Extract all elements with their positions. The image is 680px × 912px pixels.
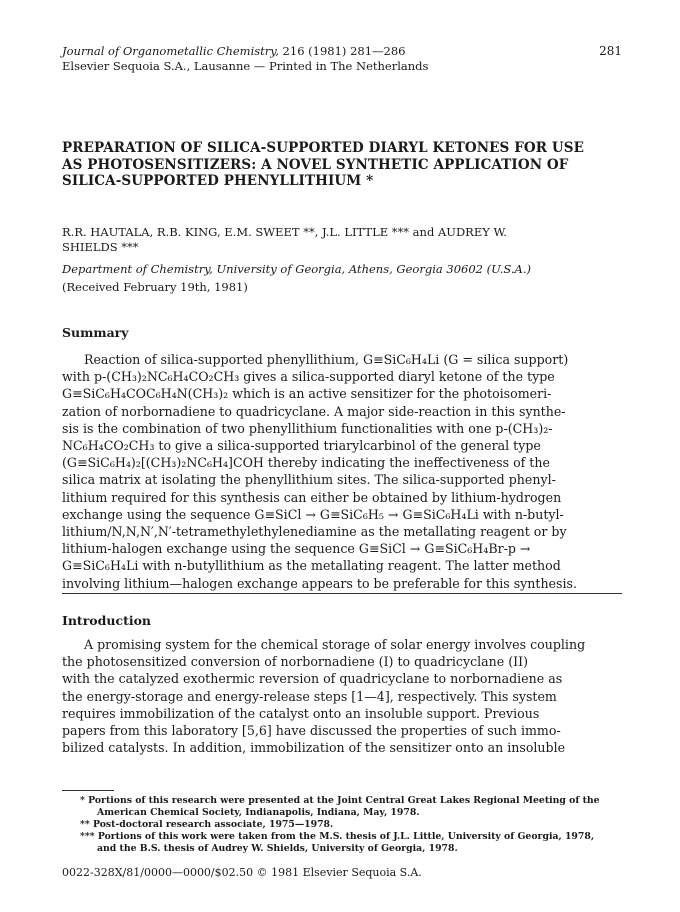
intro-line: A promising system for the chemical storage of solar energy involves coupling — [84, 637, 586, 652]
page-number: 281 — [599, 44, 622, 58]
footnote: *** Portions of this work were taken from the M.S. thesis of J.L. Little, University of Georgia, 1978, — [80, 831, 595, 842]
summary-line: lithium required for this synthesis can either be obtained by lithium-hydrogen — [62, 489, 562, 505]
footnote-continuation: and the B.S. thesis of Audrey W. Shields, University of Georgia, 1978. — [97, 843, 458, 854]
summary-line: Reaction of silica-supported phenyllithium, G≡SiC₆H₄Li (G = silica support) — [84, 352, 569, 367]
authors-line: R.R. HAUTALA, R.B. KING, E.M. SWEET **, J.L. LITTLE *** and AUDREY W. — [62, 225, 507, 239]
summary-paragraph — [62, 351, 622, 592]
intro-line: requires immobilization of the catalyst onto an insoluble support. Previous — [62, 705, 540, 721]
summary-line: lithium/N,N,N′,N′-tetramethylethylenediamine as the metallating reagent or by — [62, 524, 567, 540]
footnote: * Portions of this research were presented at the Joint Central Great Lakes Regional Meeting of the — [80, 795, 600, 806]
summary-line: zation of norbornadiene to quadricyclane. A major side-reaction in this synthe- — [62, 403, 566, 419]
authors-line: SHIELDS *** — [62, 240, 139, 254]
journal-header — [62, 44, 622, 74]
intro-line: the photosensitized conversion of norbornadiene (I) to quadricyclane (II) — [62, 654, 528, 670]
intro-line: the energy-storage and energy-release steps [1—4], respectively. This system — [62, 688, 557, 704]
summary-line: involving lithium—halogen exchange appears to be preferable for this synthesis. — [62, 575, 577, 591]
intro-line: with the catalyzed exothermic reversion of quadricyclane to norbornadiene as — [62, 671, 563, 687]
summary-line: lithium-halogen exchange using the sequence G≡SiCl → G≡SiC₆H₄Br-p → — [62, 541, 531, 557]
journal-name: Journal of Organometallic Chemistry, — [62, 44, 279, 58]
footnote-divider — [62, 790, 114, 791]
summary-line: G≡SiC₆H₄COC₆H₄N(CH₃)₂ which is an active sensitizer for the photoisomeri- — [62, 386, 552, 402]
affiliation: Department of Chemistry, University of Georgia, Athens, Georgia 30602 (U.S.A.) — [62, 262, 531, 276]
title-line: AS PHOTOSENSITIZERS: A NOVEL SYNTHETIC APPLICATION OF — [62, 156, 569, 173]
summary-line: (G≡SiC₆H₄)₂[(CH₃)₂NC₆H₄]COH thereby indicating the ineffectiveness of the — [62, 455, 550, 471]
copyright-line: 0022-328X/81/0000—0000/$02.50 © 1981 Elsevier Sequoia S.A. — [62, 866, 422, 879]
intro-line: bilized catalysts. In addition, immobilization of the sensitizer onto an insoluble — [62, 740, 566, 756]
journal-volume: 216 (1981) 281—286 — [278, 44, 406, 58]
footnotes — [80, 795, 625, 855]
received-date: (Received February 19th, 1981) — [62, 280, 248, 294]
summary-line: exchange using the sequence G≡SiCl → G≡SiC₆H₅ → G≡SiC₆H₄Li with n-butyl- — [62, 506, 564, 522]
introduction-paragraph — [62, 636, 622, 756]
summary-line: silica matrix at isolating the phenyllithium sites. The silica-supported phenyl- — [62, 472, 556, 488]
title-line: PREPARATION OF SILICA-SUPPORTED DIARYL KETONES FOR USE — [62, 140, 584, 156]
article-title — [62, 140, 622, 190]
summary-line: with p-(CH₃)₂NC₆H₄CO₂CH₃ gives a silica-supported diaryl ketone of the type — [62, 369, 555, 385]
summary-heading: Summary — [62, 325, 129, 340]
footnote: ** Post-doctoral research associate, 1975—1978. — [80, 819, 334, 830]
intro-line: papers from this laboratory [5,6] have discussed the properties of such immo- — [62, 723, 561, 739]
summary-line: NC₆H₄CO₂CH₃ to give a silica-supported triarylcarbinol of the general type — [62, 438, 541, 454]
summary-line: sis is the combination of two phenyllithium functionalities with one p-(CH₃)₂- — [62, 420, 553, 436]
title-line: SILICA-SUPPORTED PHENYLLITHIUM * — [62, 173, 374, 189]
footnote-continuation: American Chemical Society, Indianapolis, Indiana, May, 1978. — [97, 807, 420, 818]
introduction-heading: Introduction — [62, 613, 152, 628]
section-divider — [62, 593, 622, 594]
author-list — [62, 225, 622, 255]
journal-citation — [62, 44, 622, 59]
publisher-line: Elsevier Sequoia S.A., Lausanne — Printed in The Netherlands — [62, 59, 429, 73]
summary-line: G≡SiC₆H₄Li with n-butyllithium as the metallating reagent. The latter method — [62, 558, 561, 574]
